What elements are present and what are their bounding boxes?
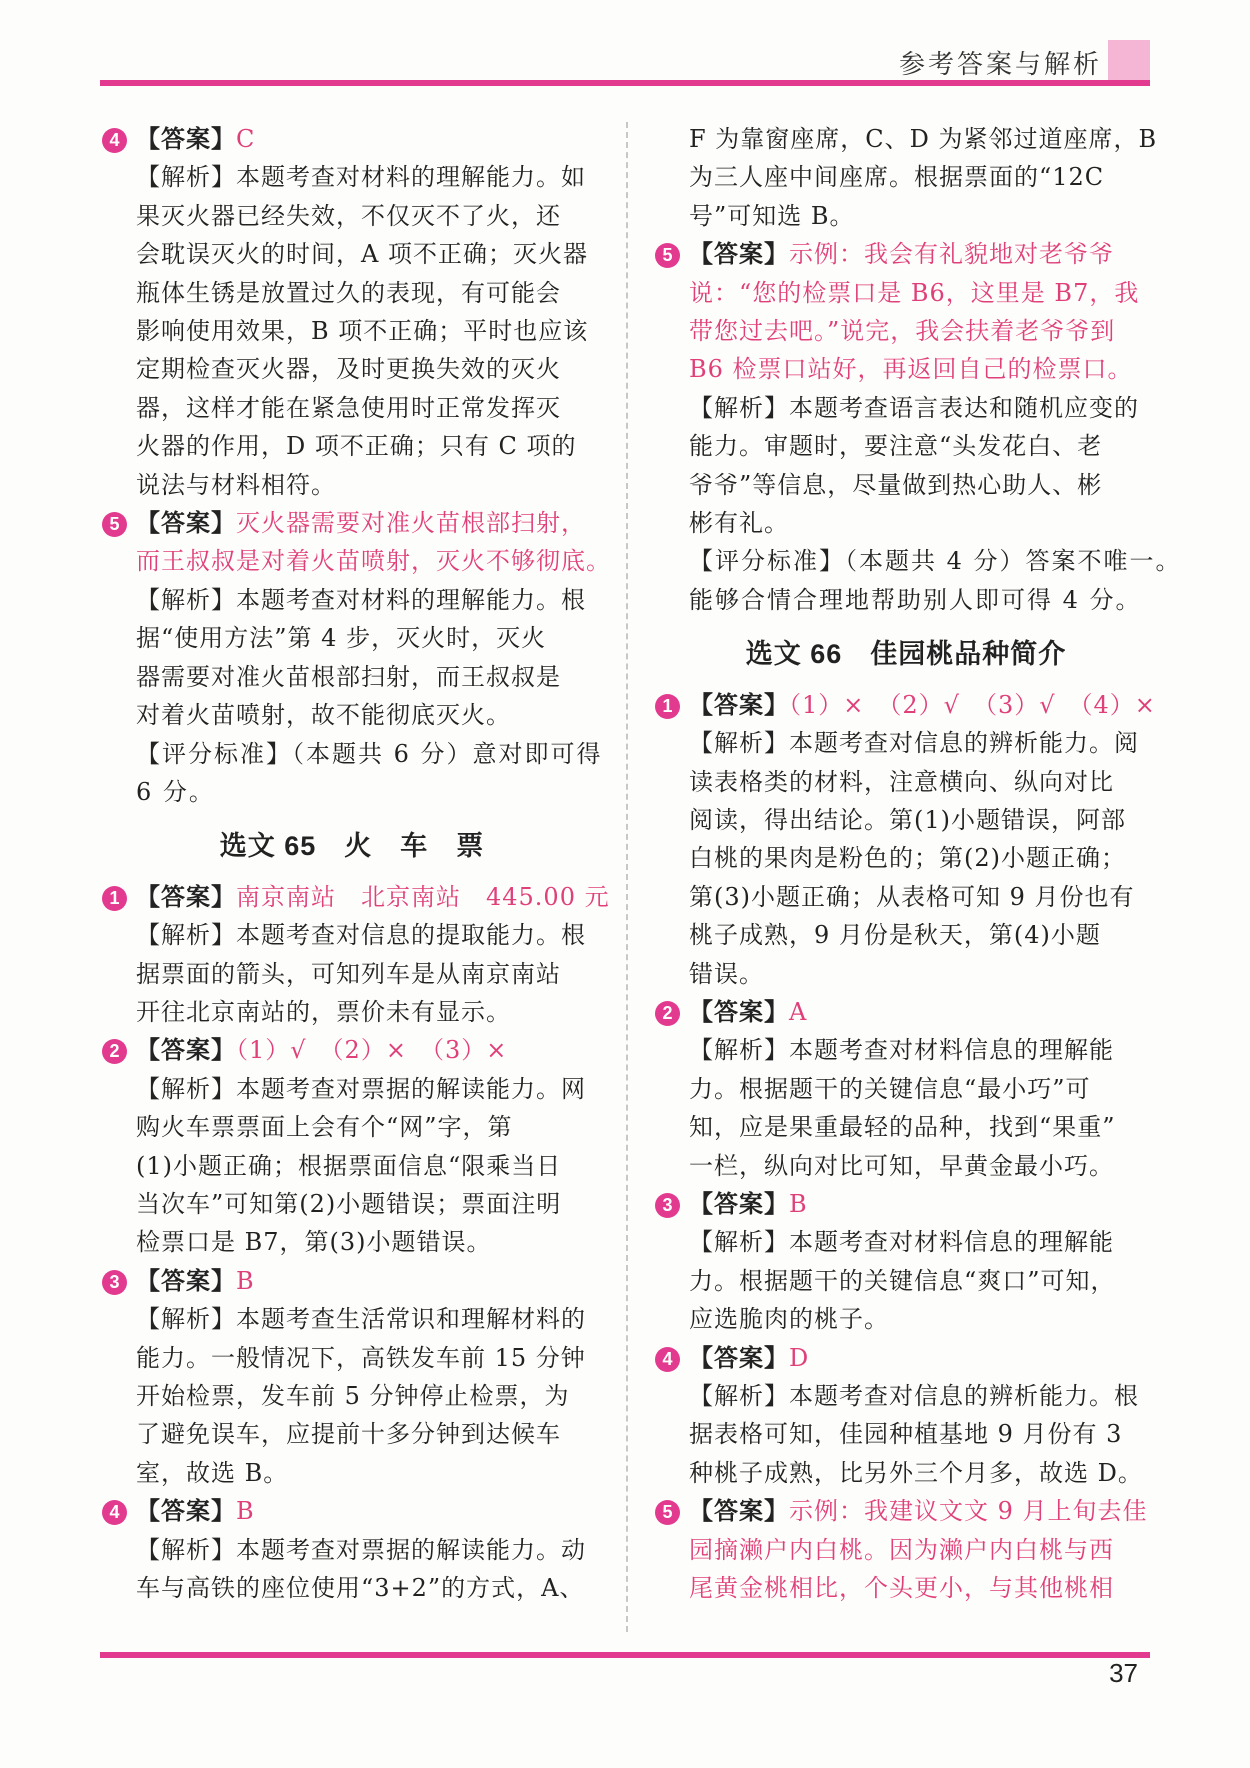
analysis-line: (1)小题正确；根据票面信息“限乘当日 — [136, 1151, 562, 1180]
analysis-line: 【解析】本题考查对信息的辨析能力。阅 — [689, 729, 1139, 758]
s66-question-3 — [655, 1185, 1157, 1339]
analysis-line: 【解析】本题考查对材料的理解能力。如 — [136, 163, 586, 192]
answer-tag: 【答案】 — [689, 1496, 789, 1526]
analysis-line: 桃子成熟，9 月份是秋天，第(4)小题 — [689, 921, 1101, 950]
analysis-line: 会耽误灭火的时间，A 项不正确；灭火器 — [136, 240, 588, 269]
answer-text: B — [789, 1189, 808, 1218]
analysis-line: 【解析】本题考查对材料的理解能力。根 — [136, 585, 586, 614]
analysis-line: 【解析】本题考查对信息的提取能力。根 — [136, 921, 586, 950]
header-title: 参考答案与解析 — [898, 50, 1102, 80]
analysis-line: 号”可知选 B。 — [689, 201, 855, 230]
s66-question-4 — [655, 1339, 1157, 1493]
answer-line — [689, 235, 1157, 273]
question-number-badge: 2 — [102, 1039, 127, 1064]
section-title-65: 选文 65 火 车 票 — [219, 831, 485, 862]
answer-text: 灭火器需要对准火苗根部扫射， — [236, 509, 586, 538]
analysis-line: 第(3)小题正确；从表格可知 9 月份也有 — [689, 882, 1135, 911]
answer-tag: 【答案】 — [136, 508, 236, 538]
s65-question-4-continued — [655, 120, 1157, 235]
scoring-line: 【评分标准】（本题共 4 分）答案不唯一。 — [689, 547, 1182, 576]
analysis-line: 力。根据题干的关键信息“最小巧”可 — [689, 1074, 1091, 1103]
answer-tag: 【答案】 — [136, 1496, 236, 1526]
answer-text: 示例：我会有礼貌地对老爷爷 — [789, 240, 1114, 269]
analysis-line: 【解析】本题考查对票据的解读能力。动 — [136, 1535, 586, 1564]
analysis-line: 【解析】本题考查对材料信息的理解能 — [689, 1228, 1114, 1257]
answer-tag: 【答案】 — [689, 1342, 789, 1372]
answer-text: 而王叔叔是对着火苗喷射，灭火不够彻底。 — [136, 547, 611, 576]
answer-line — [136, 120, 602, 158]
answer-line — [689, 1339, 1157, 1377]
answer-line — [689, 1492, 1157, 1530]
analysis-line: 错误。 — [689, 959, 764, 988]
answer-line — [136, 1492, 602, 1530]
analysis-line: 能力。一般情况下，高铁发车前 15 分钟 — [136, 1343, 586, 1372]
analysis-line: 了避免误车，应提前十多分钟到达候车 — [136, 1420, 561, 1449]
analysis-line: 开往北京南站的，票价未有显示。 — [136, 997, 511, 1026]
analysis-line: 【解析】本题考查对票据的解读能力。网 — [136, 1074, 586, 1103]
analysis-line: 读表格类的材料，注意横向、纵向对比 — [689, 767, 1114, 796]
analysis-line: 爷爷”等信息，尽量做到热心助人、彬 — [689, 470, 1103, 499]
footer-rule — [100, 1652, 1150, 1658]
answer-text: 尾黄金桃相比，个头更小，与其他桃相 — [689, 1574, 1114, 1603]
analysis-line: 车与高铁的座位使用“3+2”的方式，A、 — [136, 1574, 585, 1603]
column-divider — [626, 122, 628, 1632]
answer-text: B6 检票口站好，再返回自己的检票口。 — [689, 355, 1133, 384]
answer-line — [689, 686, 1157, 724]
analysis-line: 开始检票，发车前 5 分钟停止检票，为 — [136, 1382, 570, 1410]
answer-line — [136, 1031, 602, 1069]
analysis-line: 为三人座中间座席。根据票面的“12C — [689, 163, 1105, 192]
answer-line — [689, 993, 1157, 1031]
analysis-line: 能力。审题时，要注意“头发花白、老 — [689, 432, 1103, 461]
analysis-line: 阅读，得出结论。第(1)小题错误，阿部 — [689, 805, 1126, 834]
question-number-badge: 2 — [655, 1001, 680, 1026]
s66-question-2 — [655, 993, 1157, 1185]
analysis-line: 种桃子成熟，比另外三个月多，故选 D。 — [689, 1458, 1143, 1487]
answer-text: 示例：我建议文文 9 月上旬去佳 — [789, 1497, 1148, 1526]
analysis-line: 当次车”可知第(2)小题错误；票面注明 — [136, 1189, 562, 1218]
answer-line — [689, 1185, 1157, 1223]
question-number-badge: 3 — [102, 1270, 127, 1295]
analysis-line: 彬有礼。 — [689, 509, 789, 538]
question-number-badge: 1 — [655, 694, 680, 719]
scoring-line: 6 分。 — [136, 777, 215, 806]
question-number-badge: 4 — [102, 1500, 127, 1525]
answer-text: B — [236, 1266, 255, 1295]
analysis-line: 说法与材料相符。 — [136, 470, 336, 499]
question-number-badge: 1 — [102, 886, 127, 911]
analysis-line: 【解析】本题考查对信息的辨析能力。根 — [689, 1382, 1139, 1410]
page-number: 37 — [1109, 1658, 1138, 1688]
question-5 — [102, 504, 611, 811]
analysis-line: 白桃的果肉是粉色的；第(2)小题正确； — [689, 844, 1126, 873]
scoring-line: 能够合情合理地帮助别人即可得 4 分。 — [689, 585, 1142, 614]
analysis-line: 果灭火器已经失效，不仅灭不了火，还 — [136, 201, 561, 230]
answer-line — [136, 1262, 602, 1300]
answer-line — [136, 504, 602, 542]
answer-text: 说：“您的检票口是 B6，这里是 B7，我 — [689, 278, 1140, 307]
question-number-badge: 5 — [655, 1500, 680, 1525]
answer-line — [136, 878, 610, 916]
answer-tag: 【答案】 — [689, 239, 789, 269]
analysis-line: 力。根据题干的关键信息“爽口”可知， — [689, 1266, 1116, 1295]
answer-text: B — [236, 1497, 255, 1526]
section-title-66: 选文 66 佳园桃品种简介 — [745, 639, 1067, 670]
header-rule — [100, 80, 1150, 86]
s65-question-1 — [102, 878, 610, 1032]
question-number-badge: 3 — [655, 1193, 680, 1218]
analysis-line: 【解析】本题考查生活常识和理解材料的 — [136, 1305, 586, 1334]
answer-tag: 【答案】 — [136, 1265, 236, 1295]
analysis-line: 知，应是果重最轻的品种，找到“果重” — [689, 1113, 1116, 1142]
answer-tag: 【答案】 — [136, 881, 236, 911]
answer-tag: 【答案】 — [136, 124, 236, 153]
answer-tag: 【答案】 — [689, 689, 789, 719]
answer-tag: 【答案】 — [689, 996, 789, 1026]
right-column — [655, 120, 1182, 1607]
answer-tag: 【答案】 — [689, 1188, 789, 1218]
answer-text: 南京南站 北京南站 445.00 元 — [236, 882, 610, 911]
analysis-line: 对着火苗喷射，故不能彻底灭火。 — [136, 701, 511, 730]
s66-question-5 — [655, 1492, 1157, 1607]
analysis-line: 影响使用效果，B 项不正确；平时也应该 — [136, 317, 589, 346]
analysis-line: 一栏，纵向对比可知，早黄金最小巧。 — [689, 1151, 1114, 1180]
answer-text: （1）× （2）√ （3）√ （4）× — [789, 690, 1156, 719]
answer-text: 园摘濑户内白桃。因为濑户内白桃与西 — [689, 1535, 1114, 1564]
answer-tag: 【答案】 — [136, 1035, 236, 1065]
analysis-line: 应选脆肉的桃子。 — [689, 1305, 889, 1334]
analysis-line: 检票口是 B7，第(3)小题错误。 — [136, 1228, 492, 1257]
analysis-line: 火器的作用，D 项不正确；只有 C 项的 — [136, 432, 577, 461]
analysis-line: 据“使用方法”第 4 步，灭火时，灭火 — [136, 624, 547, 653]
s65-question-3 — [102, 1262, 602, 1492]
answer-text: A — [789, 997, 808, 1026]
s65-question-5 — [655, 235, 1182, 619]
s66-question-1 — [655, 686, 1157, 993]
analysis-line: 据票面的箭头，可知列车是从南京南站 — [136, 959, 561, 988]
analysis-line: 器，这样才能在紧急使用时正常发挥灭 — [136, 393, 561, 422]
analysis-line: 瓶体生锈是放置过久的表现，有可能会 — [136, 278, 561, 307]
s65-question-4 — [102, 1492, 602, 1607]
analysis-line: 室，故选 B。 — [136, 1458, 289, 1487]
s65-question-2 — [102, 1031, 602, 1261]
answer-text: 带您过去吧。”说完，我会扶着老爷爷到 — [689, 317, 1116, 346]
answer-text: C — [236, 125, 256, 153]
analysis-line: 定期检查灭火器，及时更换失效的灭火 — [136, 355, 561, 384]
analysis-line: 器需要对准火苗根部扫射，而王叔叔是 — [136, 662, 561, 691]
answer-text: D — [789, 1343, 810, 1372]
analysis-line: F 为靠窗座席，C、D 为紧邻过道座席，B — [689, 125, 1158, 153]
analysis-line: 【解析】本题考查语言表达和随机应变的 — [689, 393, 1139, 422]
page-header — [0, 0, 1250, 100]
question-number-badge: 4 — [655, 1347, 680, 1372]
question-4 — [102, 120, 602, 504]
analysis-line: 购火车票票面上会有个“网”字，第 — [136, 1113, 513, 1142]
question-number-badge: 5 — [102, 512, 127, 537]
answer-text: （1）√ （2）× （3）× — [236, 1036, 508, 1065]
analysis-line: 【解析】本题考查对材料信息的理解能 — [689, 1036, 1114, 1065]
analysis-line: 据表格可知，佳园种植基地 9 月份有 3 — [689, 1420, 1123, 1449]
left-column — [102, 120, 611, 1607]
question-number-badge: 5 — [655, 243, 680, 268]
scoring-line: 【评分标准】（本题共 6 分）意对即可得 — [136, 739, 603, 768]
question-number-badge: 4 — [102, 128, 127, 153]
